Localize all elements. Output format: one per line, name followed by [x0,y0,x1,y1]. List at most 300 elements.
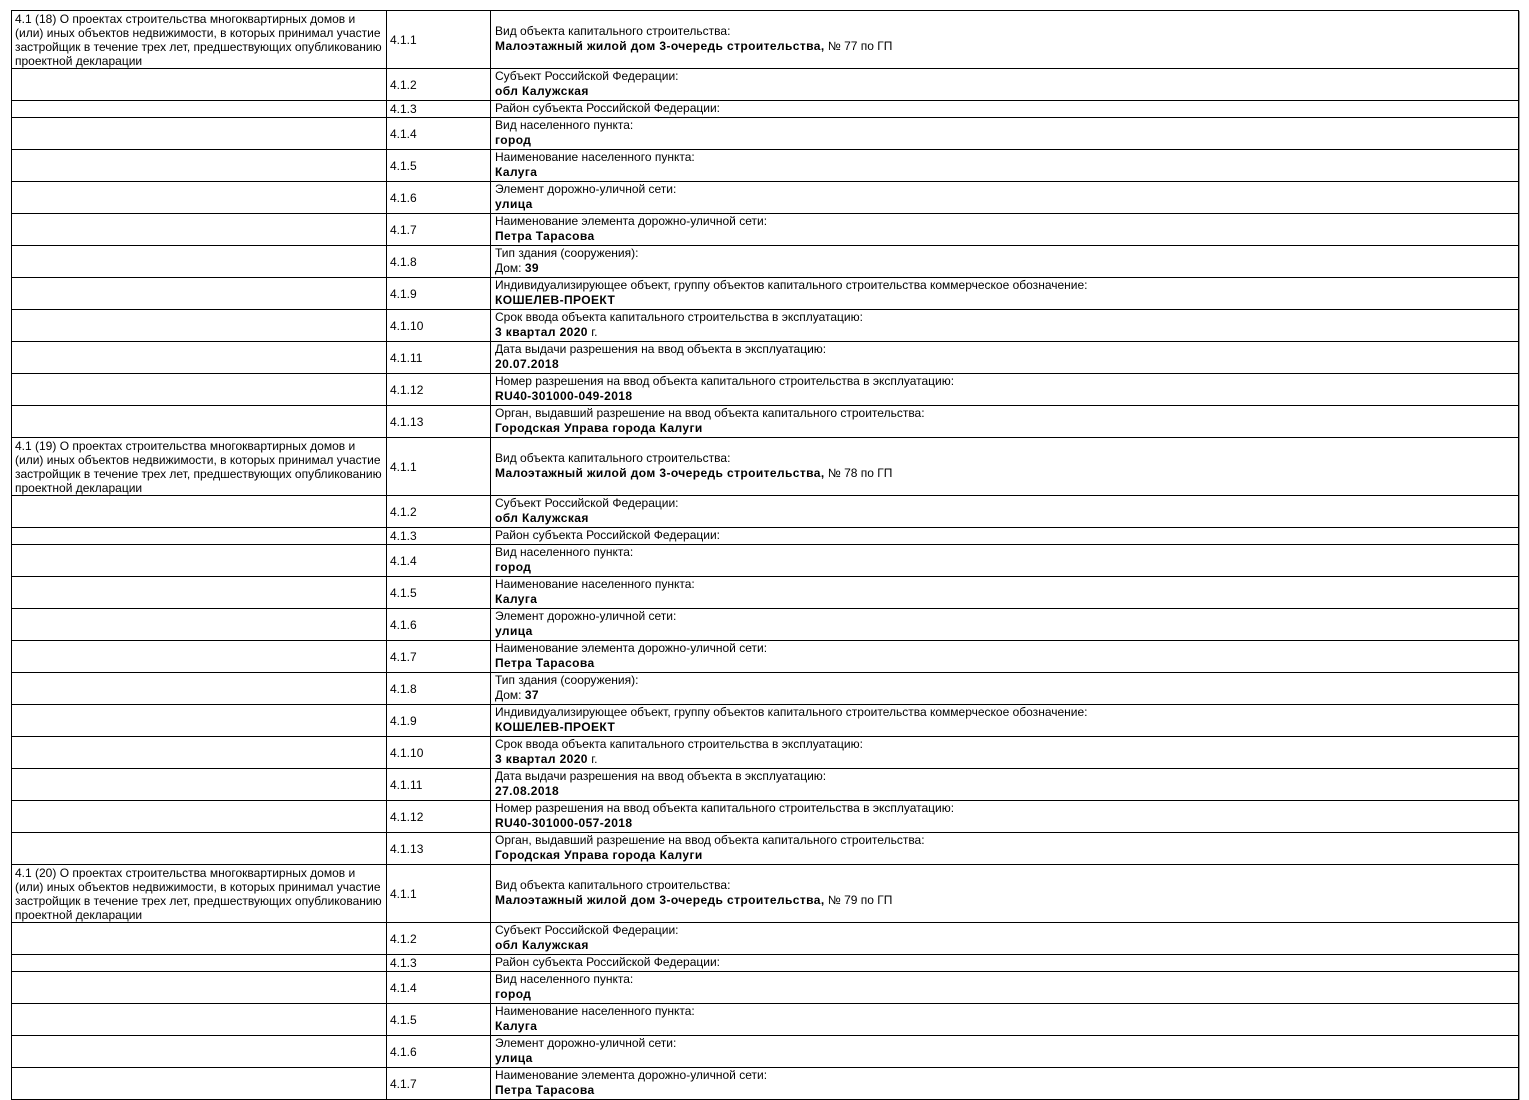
field-cell [491,972,1519,1004]
row-number-cell [387,69,491,101]
field-value [495,688,1514,703]
field-value-bold-segment: Калуга [495,1019,538,1033]
row-number-cell [387,310,491,342]
table-row [12,769,1519,801]
table-row [12,1004,1519,1036]
row-number-cell [387,865,491,923]
field-value [495,752,1514,767]
field-label: Элемент дорожно-уличной сети: [495,609,677,623]
section-description-cell [12,865,387,923]
row-number-cell [387,11,491,69]
field-value-regular-segment: № 79 по ГП [824,893,893,907]
row-number: 4.1.5 [390,158,417,173]
section-empty-cell [12,801,387,833]
section-empty-cell [12,69,387,101]
row-number-cell [387,406,491,438]
field-cell [491,865,1519,923]
section-empty-cell [12,769,387,801]
field-label: Район субъекта Российской Федерации: [495,955,720,969]
row-number-cell [387,101,491,118]
row-number: 4.1.13 [390,414,424,429]
field-cell [491,1068,1519,1100]
section-empty-cell [12,955,387,972]
row-number: 4.1.12 [390,809,424,824]
section-empty-cell [12,737,387,769]
field-value [495,466,1514,481]
field-label: Вид населенного пункта: [495,545,634,559]
field-cell [491,374,1519,406]
field-value [495,357,1514,372]
field-value [495,592,1514,607]
field-cell [491,577,1519,609]
field-label: Район субъекта Российской Федерации: [495,101,720,115]
table-row [12,438,1519,496]
field-value-bold-segment: 3 квартал 2020 [495,325,588,339]
row-number-cell [387,246,491,278]
field-cell-inner [491,737,1518,768]
field-cell [491,545,1519,577]
field-cell [491,1004,1519,1036]
field-cell [491,833,1519,865]
field-cell [491,182,1519,214]
row-number: 4.1.9 [390,286,417,301]
field-cell [491,214,1519,246]
field-value-bold-segment: Петра Тарасова [495,1083,595,1097]
table-row [12,972,1519,1004]
field-value [495,987,1514,1002]
row-number-cell [387,641,491,673]
section-empty-cell [12,923,387,955]
field-cell [491,278,1519,310]
table-row [12,182,1519,214]
field-value-bold-segment: Петра Тарасова [495,229,595,243]
row-number: 4.1.8 [390,254,417,269]
field-value-bold-segment: Малоэтажный жилой дом 3-очередь строительства, [495,893,825,907]
section-empty-cell [12,972,387,1004]
field-cell-inner [491,406,1518,437]
row-number-cell [387,609,491,641]
row-number: 4.1.3 [390,102,417,116]
section-empty-cell [12,118,387,150]
row-number-cell [387,545,491,577]
table-row [12,833,1519,865]
field-cell-inner [491,69,1518,100]
section-empty-cell [12,833,387,865]
table-row [12,673,1519,705]
row-number-cell [387,705,491,737]
field-value-bold-segment: Городская Управа города Калуги [495,421,703,435]
field-cell-inner [491,214,1518,245]
field-value [495,133,1514,148]
section-empty-cell [12,545,387,577]
row-number-cell [387,833,491,865]
field-value [495,656,1514,671]
field-cell-inner [491,609,1518,640]
field-value-bold-segment: КОШЕЛЕВ-ПРОЕКТ [495,293,616,307]
field-value [495,421,1514,436]
field-cell-inner [491,118,1518,149]
row-number-cell [387,374,491,406]
field-cell [491,801,1519,833]
field-value-bold-segment: Малоэтажный жилой дом 3-очередь строительства, [495,466,825,480]
table-row [12,101,1519,118]
row-number: 4.1.1 [390,32,417,47]
row-number: 4.1.5 [390,1012,417,1027]
table-row [12,374,1519,406]
field-value-bold-segment: город [495,987,532,1001]
table-row [12,737,1519,769]
field-cell-inner [491,182,1518,213]
row-number: 4.1.2 [390,504,417,519]
row-number-cell [387,673,491,705]
row-number: 4.1.11 [390,777,423,792]
field-value-bold-segment: Калуга [495,165,538,179]
table-row [12,865,1519,923]
field-value [495,816,1514,831]
field-value-regular-segment: Дом: [495,688,525,702]
field-value-bold-segment: обл Калужская [495,511,589,525]
field-cell-inner [491,24,1518,55]
field-cell [491,641,1519,673]
field-cell [491,923,1519,955]
field-value-regular-segment: г. [587,325,598,339]
section-label: 4.1 (20) О проектах строительства многоквартирных домов и (или) иных объектов недвижимости, в которых принимал участие застройщик в течение трех лет, предшествующих опубликованию проектной декларации [15,866,382,922]
field-label: Район субъекта Российской Федерации: [495,528,720,542]
table-row [12,609,1519,641]
section-empty-cell [12,641,387,673]
section-description-cell [12,438,387,496]
row-number-cell [387,182,491,214]
field-value-bold-segment: улица [495,197,533,211]
table-row [12,545,1519,577]
field-cell-inner [491,278,1518,309]
field-value-bold-segment: город [495,133,532,147]
field-label: Наименование элемента дорожно-уличной сети: [495,214,768,228]
field-value [495,511,1514,526]
table-row [12,69,1519,101]
field-value [495,720,1514,735]
declaration-table-body [12,11,1519,1100]
table-row [12,278,1519,310]
field-cell-inner [491,1068,1518,1099]
row-number: 4.1.7 [390,649,417,664]
field-value-bold-segment: 27.08.2018 [495,784,560,798]
row-number-cell [387,438,491,496]
row-number-cell [387,1004,491,1036]
field-label: Номер разрешения на ввод объекта капитального строительства в эксплуатацию: [495,801,955,815]
field-cell-inner [491,246,1518,277]
field-label: Субъект Российской Федерации: [495,69,679,83]
field-label: Орган, выдавший разрешение на ввод объекта капитального строительства: [495,833,925,847]
section-empty-cell [12,1036,387,1068]
field-cell [491,342,1519,374]
field-value [495,261,1514,276]
field-value [495,84,1514,99]
field-cell-inner [491,923,1518,954]
field-cell-inner [491,545,1518,576]
row-number-cell [387,278,491,310]
field-value-bold-segment: RU40-301000-057-2018 [495,816,633,830]
row-number-cell [387,496,491,528]
field-label: Срок ввода объекта капитального строительства в эксплуатацию: [495,310,863,324]
table-row [12,1068,1519,1100]
row-number-cell [387,118,491,150]
field-value-bold-segment: Городская Управа города Калуги [495,848,703,862]
row-number: 4.1.10 [390,745,424,760]
field-value-regular-segment: № 78 по ГП [824,466,893,480]
field-value [495,293,1514,308]
table-row [12,150,1519,182]
field-value [495,1083,1514,1098]
field-cell-inner [491,451,1518,482]
row-number: 4.1.3 [390,529,417,543]
field-cell [491,737,1519,769]
field-cell-inner [491,673,1518,704]
row-number: 4.1.10 [390,318,424,333]
field-label: Элемент дорожно-уличной сети: [495,1036,677,1050]
section-empty-cell [12,1004,387,1036]
field-cell-inner [491,374,1518,405]
field-cell-inner [491,801,1518,832]
section-empty-cell [12,406,387,438]
section-empty-cell [12,278,387,310]
section-label: 4.1 (18) О проектах строительства многоквартирных домов и (или) иных объектов недвижимости, в которых принимал участие застройщик в течение трех лет, предшествующих опубликованию проектной декларации [15,12,382,68]
field-label: Наименование населенного пункта: [495,577,695,591]
table-row [12,11,1519,69]
field-label: Срок ввода объекта капитального строительства в эксплуатацию: [495,737,863,751]
row-number-cell [387,342,491,374]
section-empty-cell [12,214,387,246]
field-label: Наименование элемента дорожно-уличной сети: [495,1068,768,1082]
field-value-bold-segment: 3 квартал 2020 [495,752,588,766]
table-row [12,923,1519,955]
field-value-bold-segment: 20.07.2018 [495,357,560,371]
section-empty-cell [12,246,387,278]
row-number-cell [387,955,491,972]
section-empty-cell [12,1068,387,1100]
row-number-cell [387,528,491,545]
field-cell-inner [491,878,1518,909]
field-cell-inner [491,310,1518,341]
field-value-bold-segment: обл Калужская [495,938,589,952]
field-cell [491,246,1519,278]
field-cell-inner [491,705,1518,736]
field-value-bold-segment: улица [495,1051,533,1065]
section-empty-cell [12,310,387,342]
field-cell [491,673,1519,705]
field-label: Тип здания (сооружения): [495,246,639,260]
field-label: Индивидуализирующее объект, группу объектов капитального строительства коммерческое обозначение: [495,705,1088,719]
field-value [495,165,1514,180]
field-cell-inner [491,150,1518,181]
field-label: Наименование населенного пункта: [495,150,695,164]
field-label: Номер разрешения на ввод объекта капитального строительства в эксплуатацию: [495,374,955,388]
field-value-bold-segment: Калуга [495,592,538,606]
table-row [12,528,1519,545]
field-cell-inner [491,496,1518,527]
field-cell [491,101,1519,118]
table-row [12,342,1519,374]
table-row [12,1036,1519,1068]
field-label: Вид объекта капитального строительства: [495,24,731,38]
field-label: Наименование населенного пункта: [495,1004,695,1018]
row-number-cell [387,577,491,609]
row-number: 4.1.5 [390,585,417,600]
table-row [12,577,1519,609]
section-empty-cell [12,182,387,214]
table-row [12,246,1519,278]
field-value-bold-segment: Малоэтажный жилой дом 3-очередь строительства, [495,39,825,53]
field-cell [491,1036,1519,1068]
field-value-regular-segment: Дом: [495,261,525,275]
row-number: 4.1.8 [390,681,417,696]
section-empty-cell [12,374,387,406]
row-number-cell [387,769,491,801]
field-cell [491,310,1519,342]
row-number: 4.1.7 [390,222,417,237]
field-cell-inner [491,1004,1518,1035]
field-value [495,784,1514,799]
section-empty-cell [12,342,387,374]
row-number-cell [387,214,491,246]
table-row [12,496,1519,528]
row-number: 4.1.6 [390,190,417,205]
row-number: 4.1.12 [390,382,424,397]
field-label: Вид объекта капитального строительства: [495,451,731,465]
table-row [12,214,1519,246]
row-number-cell [387,150,491,182]
field-value [495,893,1514,908]
row-number: 4.1.4 [390,980,417,995]
field-value [495,624,1514,639]
field-value-bold-segment: 39 [524,261,540,275]
field-cell [491,69,1519,101]
field-value-regular-segment: г. [587,752,598,766]
table-row [12,705,1519,737]
field-value [495,229,1514,244]
section-description-cell [12,11,387,69]
field-cell [491,609,1519,641]
row-number: 4.1.4 [390,553,417,568]
field-cell-inner [491,972,1518,1003]
field-cell [491,769,1519,801]
row-number-cell [387,1036,491,1068]
field-cell [491,496,1519,528]
section-empty-cell [12,101,387,118]
field-value [495,389,1514,404]
field-label: Орган, выдавший разрешение на ввод объекта капитального строительства: [495,406,925,420]
field-cell-inner [491,342,1518,373]
row-number: 4.1.2 [390,931,417,946]
field-cell [491,438,1519,496]
table-row [12,310,1519,342]
row-number: 4.1.11 [390,350,423,365]
field-label: Индивидуализирующее объект, группу объектов капитального строительства коммерческое обозначение: [495,278,1088,292]
field-label: Вид объекта капитального строительства: [495,878,731,892]
field-value-bold-segment: улица [495,624,533,638]
field-value [495,560,1514,575]
section-empty-cell [12,496,387,528]
section-empty-cell [12,673,387,705]
row-number-cell [387,801,491,833]
table-row [12,641,1519,673]
row-number: 4.1.7 [390,1076,417,1091]
field-value [495,1051,1514,1066]
field-value-bold-segment: обл Калужская [495,84,589,98]
field-value-regular-segment: № 77 по ГП [824,39,893,53]
field-value [495,325,1514,340]
row-number: 4.1.4 [390,126,417,141]
field-cell [491,705,1519,737]
row-number-cell [387,1068,491,1100]
row-number: 4.1.9 [390,713,417,728]
field-value [495,1019,1514,1034]
field-label: Тип здания (сооружения): [495,673,639,687]
field-value-bold-segment: 37 [524,688,540,702]
field-cell-inner [491,833,1518,864]
row-number: 4.1.6 [390,617,417,632]
row-number: 4.1.2 [390,77,417,92]
row-number: 4.1.6 [390,1044,417,1059]
section-empty-cell [12,150,387,182]
table-row [12,955,1519,972]
field-cell [491,11,1519,69]
field-cell-inner [491,101,1518,117]
field-label: Вид населенного пункта: [495,972,634,986]
field-cell [491,118,1519,150]
field-value [495,848,1514,863]
field-value-bold-segment: Петра Тарасова [495,656,595,670]
field-label: Субъект Российской Федерации: [495,923,679,937]
row-number: 4.1.3 [390,956,417,970]
field-cell-inner [491,577,1518,608]
field-label: Субъект Российской Федерации: [495,496,679,510]
field-cell [491,406,1519,438]
row-number-cell [387,972,491,1004]
section-label: 4.1 (19) О проектах строительства многоквартирных домов и (или) иных объектов недвижимости, в которых принимал участие застройщик в течение трех лет, предшествующих опубликованию проектной декларации [15,439,382,495]
table-row [12,801,1519,833]
row-number: 4.1.1 [390,886,417,901]
row-number: 4.1.1 [390,459,417,474]
field-label: Дата выдачи разрешения на ввод объекта в эксплуатацию: [495,769,827,783]
field-value-bold-segment: город [495,560,532,574]
field-label: Наименование элемента дорожно-уличной сети: [495,641,768,655]
field-value-bold-segment: КОШЕЛЕВ-ПРОЕКТ [495,720,616,734]
field-cell [491,528,1519,545]
field-cell [491,150,1519,182]
table-row [12,118,1519,150]
field-value [495,39,1514,54]
field-cell-inner [491,528,1518,544]
field-cell-inner [491,641,1518,672]
field-value-bold-segment: RU40-301000-049-2018 [495,389,633,403]
section-empty-cell [12,609,387,641]
field-label: Дата выдачи разрешения на ввод объекта в эксплуатацию: [495,342,827,356]
field-cell-inner [491,1036,1518,1067]
table-row [12,406,1519,438]
row-number-cell [387,737,491,769]
field-label: Вид населенного пункта: [495,118,634,132]
field-cell-inner [491,955,1518,971]
section-empty-cell [12,705,387,737]
project-declaration-table [11,10,1519,1100]
field-label: Элемент дорожно-уличной сети: [495,182,677,196]
field-value [495,938,1514,953]
field-cell-inner [491,769,1518,800]
field-cell [491,955,1519,972]
row-number-cell [387,923,491,955]
row-number: 4.1.13 [390,841,424,856]
